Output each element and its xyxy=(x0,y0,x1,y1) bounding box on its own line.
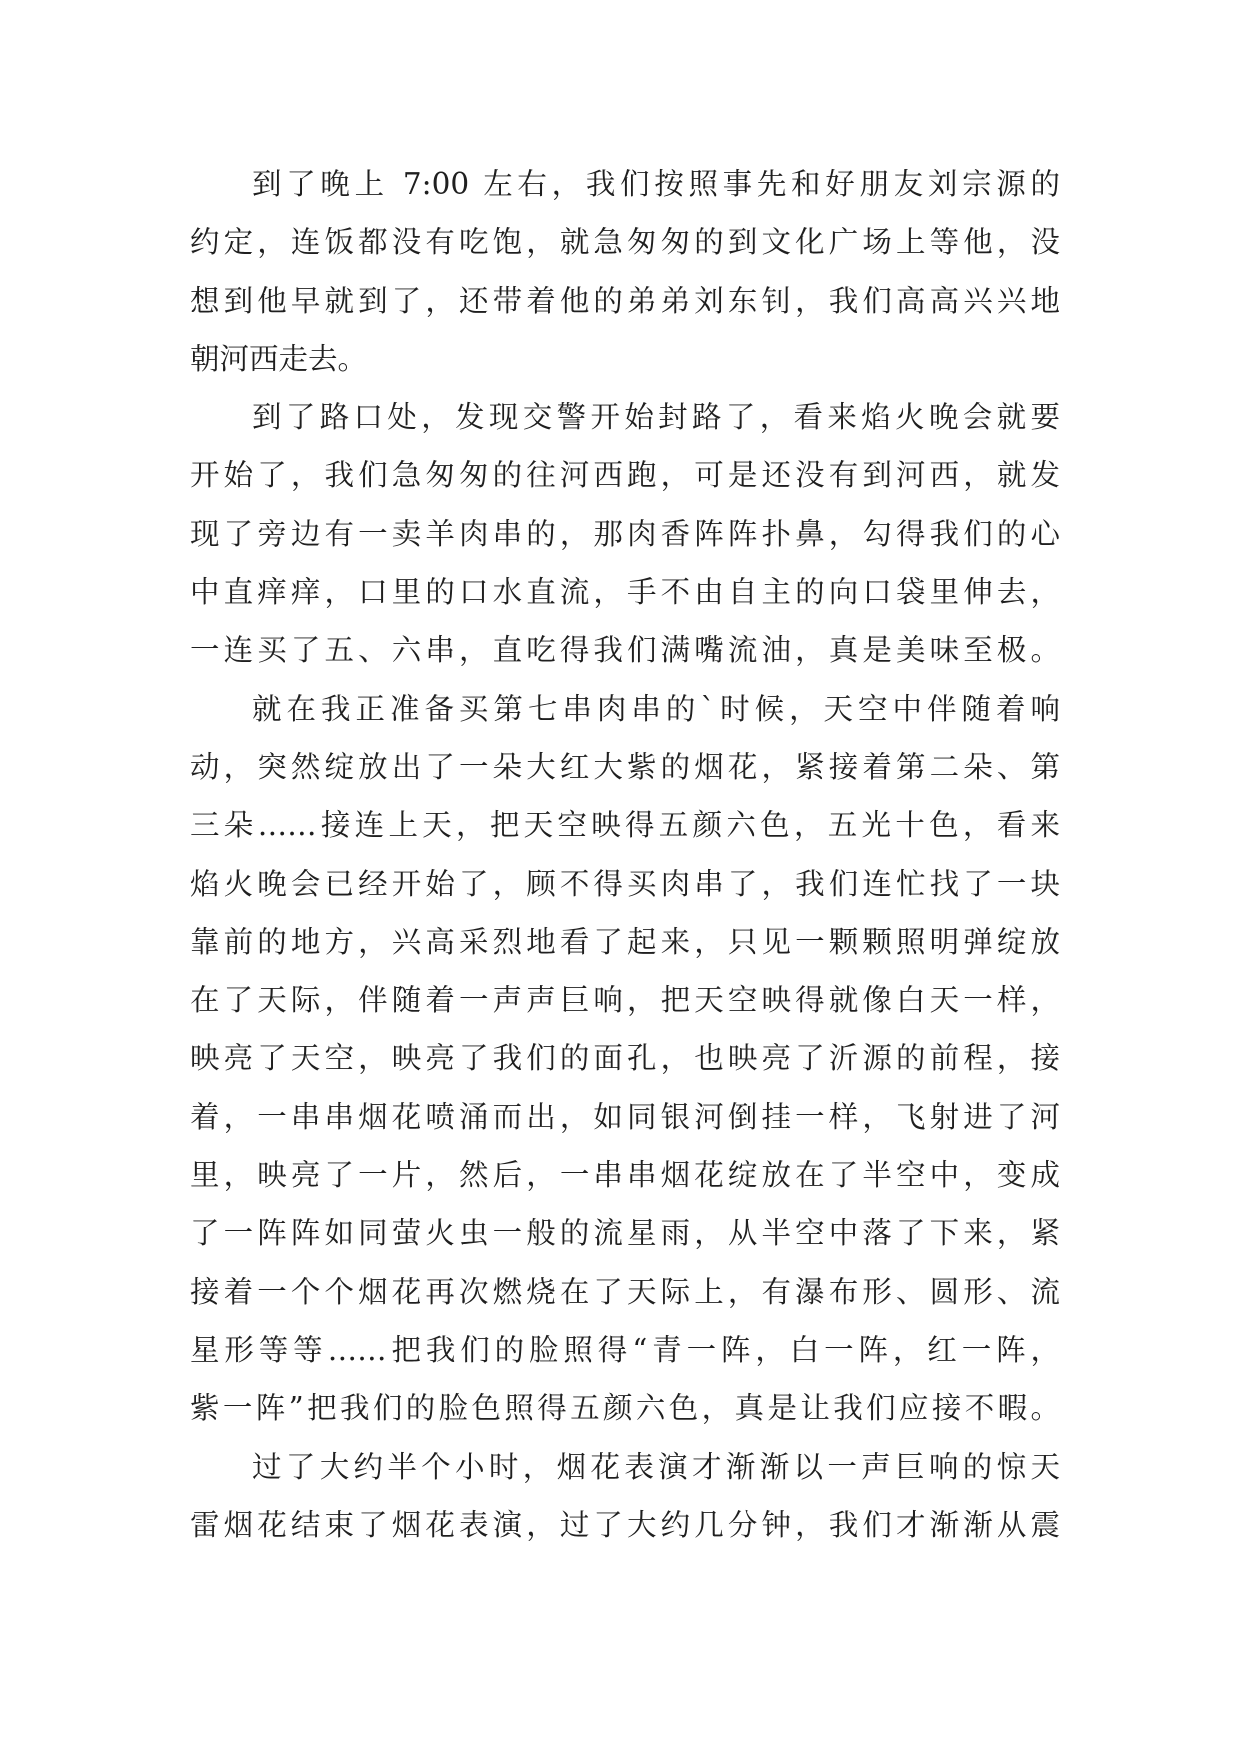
text-line: 动，突然绽放出了一朵大红大紫的烟花，紧接着第二朵、第 xyxy=(190,749,1060,784)
text-line: 里，映亮了一片，然后，一串串烟花绽放在了半空中，变成 xyxy=(190,1158,1060,1193)
text-line: 紫一阵”把我们的脸色照得五颜六色，真是让我们应接不暇。 xyxy=(190,1391,1060,1426)
text-line: 星形等等……把我们的脸照得“青一阵，白一阵，红一阵， xyxy=(190,1332,1060,1367)
text-line: 靠前的地方，兴高采烈地看了起来，只见一颗颗照明弹绽放 xyxy=(190,924,1060,959)
text-line: 着，一串串烟花喷涌而出，如同银河倒挂一样，飞射进了河 xyxy=(190,1099,1060,1134)
text-line: 在了天际，伴随着一声声巨响，把天空映得就像白天一样， xyxy=(190,983,1060,1018)
text-line: 到了晚上 7:00 左右，我们按照事先和好朋友刘宗源的 xyxy=(252,167,1060,201)
text-line: 朝河西走去。 xyxy=(190,341,368,376)
text-line: 了一阵阵如同萤火虫一般的流星雨，从半空中落了下来，紧 xyxy=(190,1216,1060,1251)
text-line: 现了旁边有一卖羊肉串的，那肉香阵阵扑鼻，勾得我们的心 xyxy=(190,516,1060,551)
text-line: 接着一个个烟花再次燃烧在了天际上，有瀑布形、圆形、流 xyxy=(190,1274,1060,1309)
text-line: 焰火晚会已经开始了，顾不得买肉串了，我们连忙找了一块 xyxy=(190,866,1060,901)
text-line: 中直痒痒，口里的口水直流，手不由自主的向口袋里伸去， xyxy=(190,575,1060,610)
text-line: 一连买了五、六串，直吃得我们满嘴流油，真是美味至极。 xyxy=(190,633,1060,668)
text-line: 三朵……接连上天，把天空映得五颜六色，五光十色，看来 xyxy=(190,808,1060,843)
text-line: 想到他早就到了，还带着他的弟弟刘东钊，我们高高兴兴地 xyxy=(190,283,1060,318)
paragraph-1 xyxy=(190,155,1060,388)
text-line: 开始了，我们急匆匆的往河西跑，可是还没有到河西，就发 xyxy=(190,458,1060,493)
paragraph-4 xyxy=(190,1438,1060,1555)
text-line: 约定，连饭都没有吃饱，就急匆匆的到文化广场上等他，没 xyxy=(190,225,1060,260)
text-line: 过了大约半个小时，烟花表演才渐渐以一声巨响的惊天 xyxy=(252,1449,1060,1484)
paragraph-2 xyxy=(190,388,1060,679)
text-line: 雷烟花结束了烟花表演，过了大约几分钟，我们才渐渐从震 xyxy=(190,1507,1060,1542)
paragraph-3 xyxy=(190,680,1060,1438)
text-line: 就在我正准备买第七串肉串的`时候，天空中伴随着响 xyxy=(252,691,1060,726)
text-line: 映亮了天空，映亮了我们的面孔，也映亮了沂源的前程，接 xyxy=(190,1041,1060,1076)
text-line: 到了路口处，发现交警开始封路了，看来焰火晚会就要 xyxy=(252,400,1060,435)
document-body xyxy=(190,155,1060,1554)
